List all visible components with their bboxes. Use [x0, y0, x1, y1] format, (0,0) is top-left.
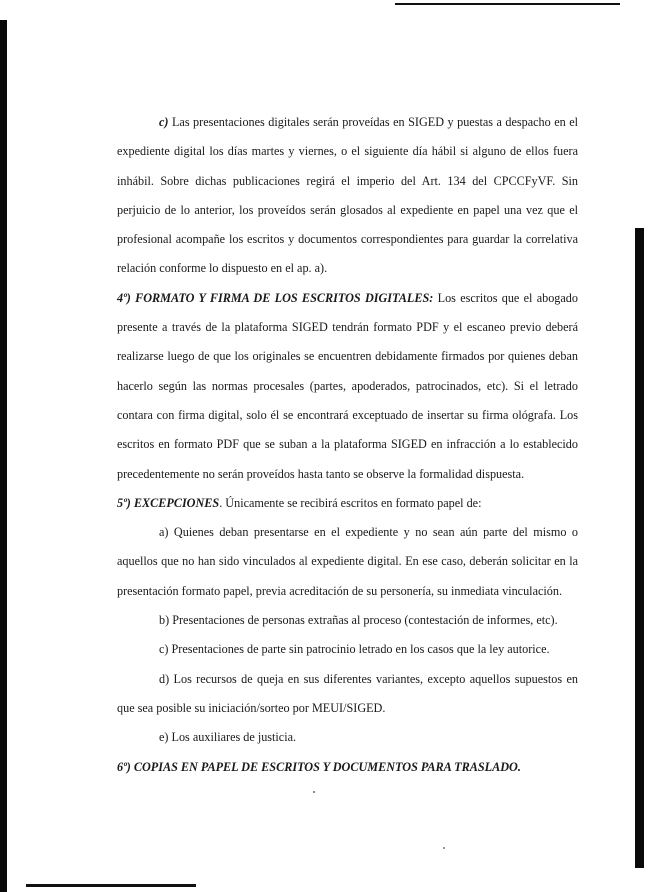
paragraph-c — [117, 108, 578, 284]
paragraph-lead: c) — [159, 115, 169, 129]
list-item-e: e) Los auxiliares de justicia. — [159, 730, 297, 745]
list-item-c: c) Presentaciones de parte sin patrocinio letrado en los casos que la ley autorice. — [159, 642, 550, 657]
section-4 — [117, 284, 578, 489]
section-text: Los escritos que el abogado presente a través de la plataforma SIGED tendrán formato PDF y el escaneo previo deberá realizarse luego de que los originales se encuentren debidamente firmados por quienes deban hacerlo según las normas procesales (partes, apoderados, patrocinados, etc). Si el letrado contara con firma digital, solo él se encontrará exceptuado de insertar su firma ológrafa. Los escritos en formato PDF que se suban a la plataforma SIGED en infracción a lo establecido precedentemente no serán proveídos hasta tanto se observe la formalidad dispuesta. — [117, 290, 578, 481]
scan-speck — [313, 791, 315, 793]
list-item-a: a) Quienes deban presentarse en el expediente y no sean aún parte del mismo o aquellos que no han sido vinculados al expediente digital. En ese caso, deberán solicitar en la presentación formato papel, previa acreditación de su personería, su inmediata vinculación. — [117, 525, 578, 598]
scan-edge-right — [635, 228, 644, 868]
scan-edge-bottom — [26, 884, 196, 887]
list-item-d: d) Los recursos de queja en sus diferentes variantes, excepto aquellos supuestos en que sea posible su iniciación/sorteo por MEUI/SIGED. — [117, 671, 578, 715]
document-body — [117, 108, 578, 782]
scan-edge-left — [0, 20, 7, 892]
section-heading: 4º) FORMATO Y FIRMA DE LOS ESCRITOS DIGITALES: — [117, 290, 434, 305]
scan-edge-top — [395, 3, 620, 5]
section-6 — [117, 753, 578, 782]
scan-speck — [443, 847, 445, 849]
paragraph-text: Las presentaciones digitales serán proveídas en SIGED y puestas a despacho en el expediente digital los días martes y viernes, o el siguiente día hábil si alguno de ellos fuera inhábil. Sobre dichas publicaciones regirá el imperio del Art. 134 del CPCCFyVF. Sin perjuicio de lo anterior, los proveídos serán glosados al expediente en papel una vez que el profesional acompañe los escritos y documentos correspondientes para guardar la correlativa relación conforme lo dispuesto en el ap. a). — [117, 115, 578, 276]
list-item-b: b) Presentaciones de personas extrañas al proceso (contestación de informes, etc). — [159, 613, 558, 628]
section-5 — [117, 489, 578, 518]
section-heading: 6º) COPIAS EN PAPEL DE ESCRITOS Y DOCUMENTOS PARA TRASLADO. — [117, 759, 521, 774]
section-text: . Únicamente se recibirá escritos en formato papel de: — [219, 495, 482, 510]
section-heading: 5º) EXCEPCIONES — [117, 495, 220, 510]
